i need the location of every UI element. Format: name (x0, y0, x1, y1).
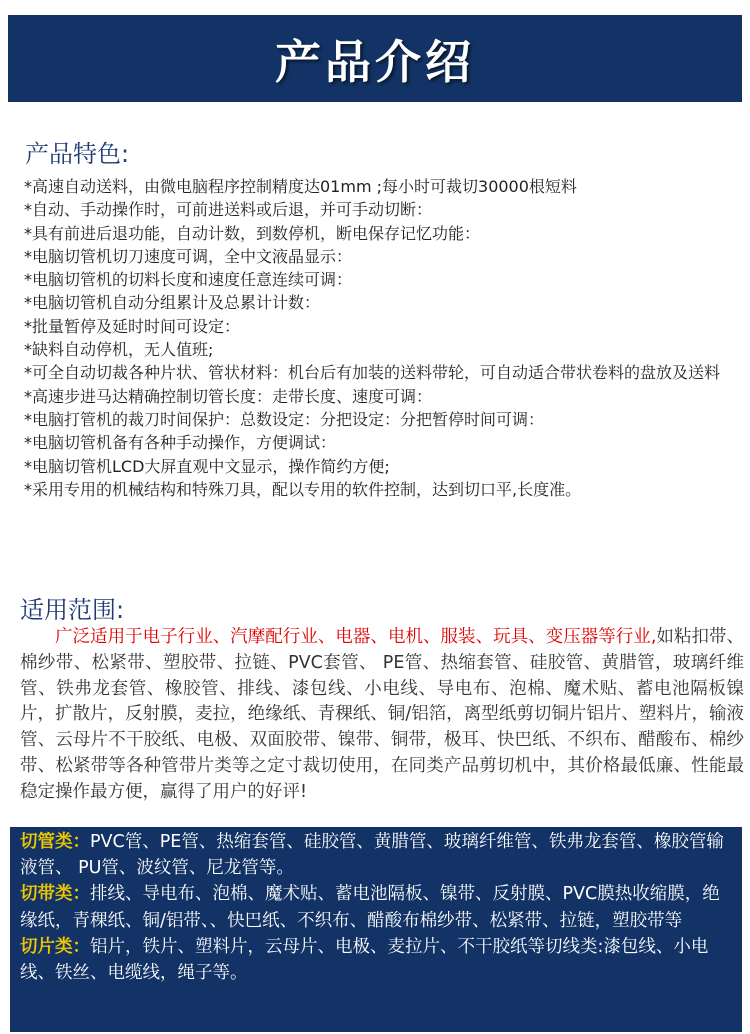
feature-item: *电脑打管机的裁刀时间保护：总数设定：分把设定：分把暂停时间可调： (24, 409, 545, 429)
feature-item: *电脑切管机自动分组累计及总累计计数： (24, 293, 321, 313)
title-banner (8, 15, 742, 102)
feature-item: *电脑切管机LCD大屏直观中文显示，操作简约方便; (24, 456, 390, 476)
scope-highlight: 广泛适用于电子行业、汽摩配行业、电器、电机、服装、玩具、变压器等行业, (55, 627, 657, 647)
category-label: 切片类： (20, 936, 90, 957)
features-list (24, 175, 746, 501)
scope-paragraph (20, 625, 744, 806)
features-heading: 产品特色: (25, 140, 130, 168)
category-sheets (20, 934, 732, 986)
scope-heading: 适用范围: (20, 596, 125, 624)
page-title: 产品介绍 (275, 34, 475, 89)
feature-item: *可全自动切裁各种片状、管状材料：机台后有加装的送料带轮，可自动适合带状卷料的盘放及送料 (24, 363, 721, 383)
feature-item: *电脑切管机切刀速度可调，全中文液晶显示： (24, 246, 353, 266)
category-tubes (20, 829, 732, 881)
category-label: 切带类： (20, 884, 90, 905)
feature-item: *电脑切管机备有各种手动操作，方便调试： (24, 433, 337, 453)
feature-item: *批量暂停及延时时间可设定： (24, 316, 241, 336)
scope-body: 如粘扣带、棉纱带、松紧带、塑胶带、拉链、PVC套管、 PE管、热缩套管、硅胶管、黄腊管，玻璃纤维管、铁弗龙套管、橡胶管、排线、漆包线、小电线、导电布、泡棉、魔术贴、蓄电池隔板镍片，扩散片，反射膜，麦拉，绝缘纸、青稞纸、铜/铝箔，离型纸剪切铜片铝片、塑料片，输液管、云母片不干胶纸、电极、双面胶带、镍带、铜带，极耳、快巴纸、不织布、醋酸布、棉纱带、松紧带等各种管带片类等之定寸裁切使用，在同类产品剪切机中，其价格最低廉、性能最稳定操作最方便，赢得了用户的好评! (20, 627, 745, 802)
feature-item: *自动、手动操作时，可前进送料或后退，并可手动切断： (24, 200, 433, 220)
category-label: 切管类： (20, 832, 90, 852)
feature-item: *具有前进后退功能，自动计数，到数停机，断电保存记忆功能： (24, 223, 481, 243)
category-tapes (20, 881, 732, 933)
feature-item: *高速步进马达精确控制切管长度：走带长度、速度可调： (24, 386, 433, 406)
feature-item: *电脑切管机的切料长度和速度任意连续可调： (24, 270, 353, 290)
feature-item: *采用专用的机械结构和特殊刀具，配以专用的软件控制，达到切口平,长度准。 (24, 479, 582, 499)
feature-item: *缺料自动停机，无人值班; (24, 340, 214, 360)
feature-item: *高速自动送料，由微电脑程序控制精度达01mm ;每小时可裁切30000根短料 (24, 177, 577, 196)
category-text: PVC管、PE管、热缩套管、硅胶管、黄腊管、玻璃纤维管、铁弗龙套管、橡胶管输液管、 PU管、波纹管、尼龙管等。 (20, 832, 724, 879)
category-text: 铝片，铁片、塑料片，云母片、电极、麦拉片、不干胶纸等切线类:漆包线、小电线、铁丝、电缆线，绳子等。 (20, 936, 709, 984)
categories-box (10, 827, 742, 1032)
category-text: 排线、导电布、泡棉、魔术贴、蓄电池隔板、镍带、反射膜、PVC膜热收缩膜，绝缘纸，青稞纸、铜/铝带、、快巴纸、不织布、醋酸布棉纱带、松紧带、拉链，塑胶带等 (20, 884, 720, 931)
